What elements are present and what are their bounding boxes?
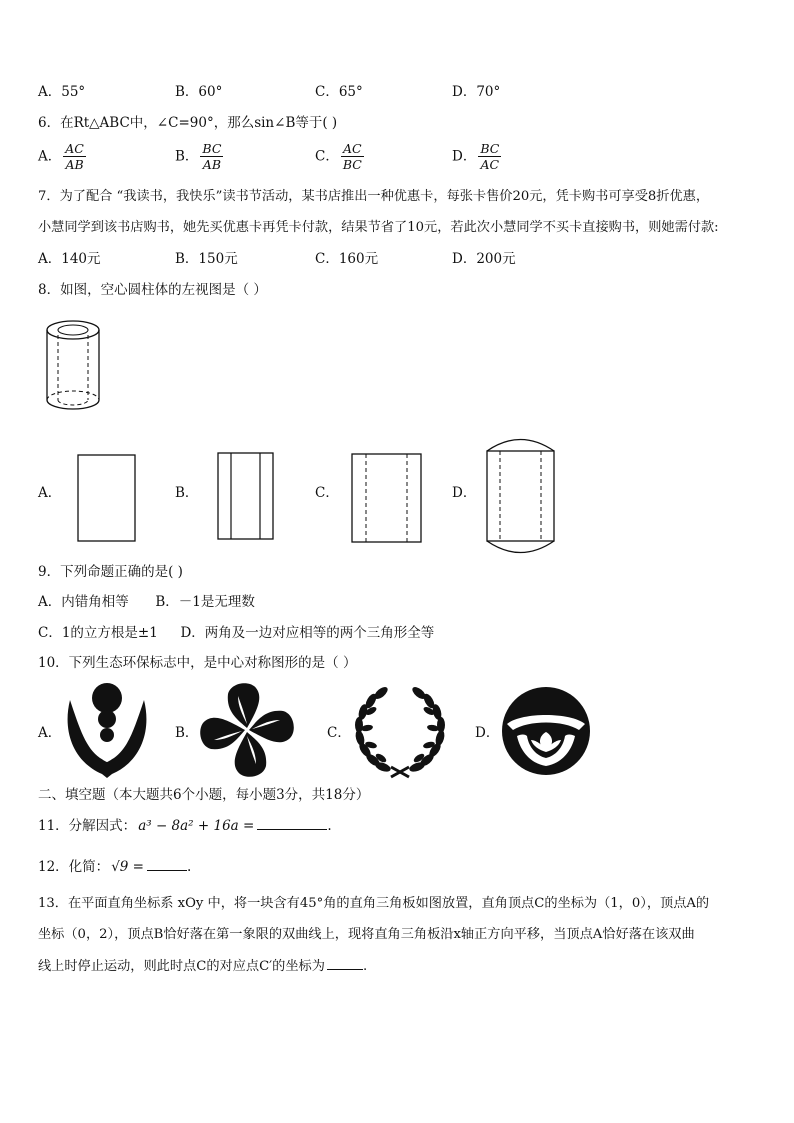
q13-line3: 线上时停止运动，则此时点C的对应点C′的坐标为 .	[38, 959, 368, 974]
q12-expression: √9 =	[111, 859, 144, 875]
q12: 12．化简： √9 = .	[38, 859, 192, 875]
q10-option-c-label: C．	[327, 725, 351, 741]
q8-option-d-label: D．	[452, 485, 477, 501]
q6-option-c: C． $\frac{AC}{BC}$	[315, 141, 362, 172]
q5-option-b: B．60°	[175, 84, 223, 100]
q5-option-c: C．65°	[315, 84, 363, 100]
q9-stem: 9．下列命题正确的是( )	[38, 564, 183, 580]
q13-answer-blank	[327, 969, 363, 970]
q9-option-b: B．－1是无理数	[155, 594, 255, 610]
logo-b-icon	[198, 680, 296, 780]
q9-option-d: D．两角及一边对应相等的两个三角形全等	[180, 625, 435, 641]
q13-line1: 13．在平面直角坐标系 xOy 中，将一块含有45°角的直角三角板如图放置，直角顶点C的坐标为（1，0），顶点A的	[38, 896, 710, 911]
q6-stem: 6．在Rt△ABC中，∠C=90°，那么sin∠B等于( )	[38, 115, 338, 131]
q7-stem-line1: 7．为了配合 “我读书，我快乐”读书节活动，某书店推出一种优惠卡，每张卡售价20元，凭卡购书可享受8折优惠，	[38, 189, 710, 204]
q11-answer-blank	[257, 829, 327, 830]
q9-options-line2	[38, 624, 434, 642]
q7-option-c: C．160元	[315, 251, 379, 267]
q8-option-a-label: A．	[38, 485, 62, 501]
q9-option-c: C．1的立方根是±1	[38, 625, 158, 641]
q11: 11．分解因式： a³ − 8a² + 16a = .	[38, 818, 332, 834]
q7-option-b: B．150元	[175, 251, 238, 267]
q6-option-d: D． $\frac{BC}{AC}$	[452, 141, 500, 172]
q9-option-a: A．内错角相等	[38, 594, 129, 610]
q8-option-d-figure	[485, 438, 557, 556]
q6-option-a: A． $\frac{AC}{AB}$	[38, 141, 84, 172]
q10-option-d-label: D．	[475, 725, 500, 741]
logo-d-icon	[501, 684, 591, 778]
q12-answer-blank	[147, 870, 187, 871]
q11-expression: a³ − 8a² + 16a =	[138, 818, 255, 834]
q8-option-a-figure	[77, 454, 137, 542]
q8-option-c-label: C．	[315, 485, 339, 501]
q10-option-a-label: A．	[38, 725, 62, 741]
q5-option-a: A．55°	[38, 84, 86, 100]
q13-line2: 坐标（0，2），顶点B恰好落在第一象限的双曲线上，现将直角三角板沿x轴正方向平移，当顶点A恰好落在该双曲	[38, 927, 695, 942]
q7-stem-line2: 小慧同学到该书店购书，她先买优惠卡再凭卡付款，结果节省了10元，若此次小慧同学不买卡直接购书，则她需付款:	[38, 220, 719, 235]
q10-stem: 10．下列生态环保标志中，是中心对称图形的是（ ）	[38, 655, 357, 671]
q8-option-b-label: B．	[175, 485, 199, 501]
q8-stem: 8．如图，空心圆柱体的左视图是（ ）	[38, 282, 267, 298]
q8-option-b-figure	[217, 452, 275, 540]
section2-title: 二、填空题（本大题共6个小题，每小题3分，共18分）	[38, 787, 370, 803]
q7-option-d: D．200元	[452, 251, 516, 267]
q8-option-c-figure	[351, 453, 423, 543]
q7-option-a: A．140元	[38, 251, 101, 267]
q9-options-line1	[38, 593, 255, 611]
q5-option-d: D．70°	[452, 84, 501, 100]
q6-option-b: B． $\frac{BC}{AB}$	[175, 141, 222, 172]
logo-a-icon	[62, 682, 152, 782]
hollow-cylinder-figure	[44, 316, 110, 416]
logo-c-wreath-icon	[351, 683, 449, 779]
q10-option-b-label: B．	[175, 725, 199, 741]
